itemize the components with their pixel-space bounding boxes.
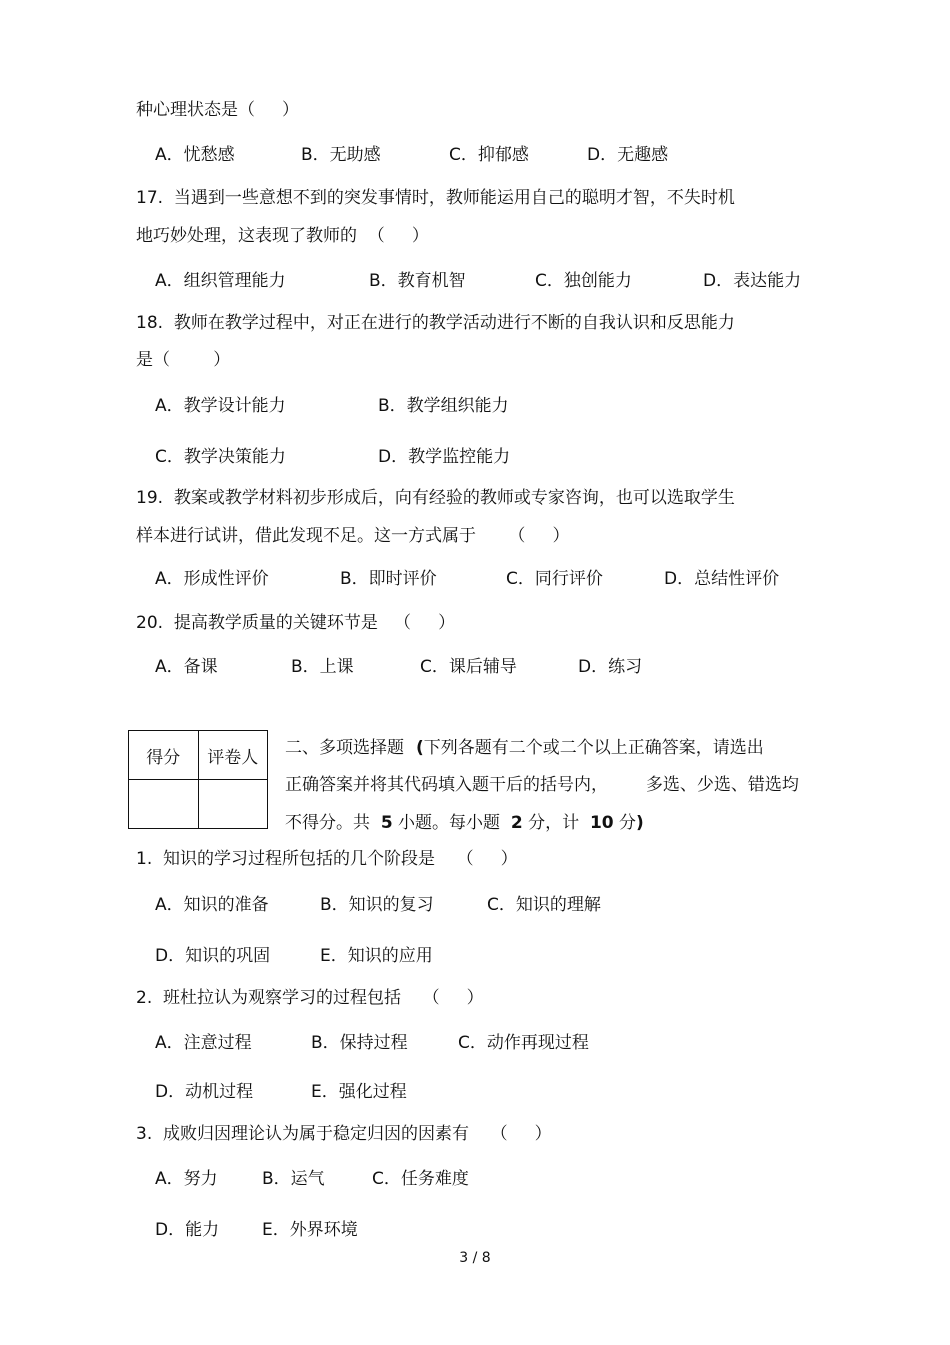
q18-option-b: B．教学组织能力 xyxy=(378,396,509,416)
m3-stem: 3. 成败归因理论认为属于稳定归因的因素有 （ ） xyxy=(136,1124,552,1144)
q17-stem-line1: 17. 当遇到一些意想不到的突发事情时，教师能运用自己的聪明才智，不失时机 xyxy=(136,188,735,208)
section2-header-line3 xyxy=(285,812,644,834)
q19-option-c: C．同行评价 xyxy=(506,569,603,589)
score-grader-table xyxy=(128,730,268,829)
q18-option-c: C．教学决策能力 xyxy=(155,447,286,467)
m3-option-d: D．能力 xyxy=(155,1220,220,1240)
section2-instruction-3d: 分 xyxy=(613,813,637,833)
q19-option-b: B．即时评价 xyxy=(340,569,437,589)
q20-option-b: B．上课 xyxy=(291,657,354,677)
q17-stem-line2: 地巧妙处理，这表现了教师的 （ ） xyxy=(136,226,429,246)
m2-option-c: C．动作再现过程 xyxy=(458,1033,589,1053)
q17-option-c: C．独创能力 xyxy=(535,271,632,291)
section2-instruction-3c: 分，计 xyxy=(522,813,590,833)
m2-option-d: D．动机过程 xyxy=(155,1082,254,1102)
q19-stem-line1: 19. 教案或教学材料初步形成后，向有经验的教师或专家咨询，也可以选取学生 xyxy=(136,488,735,508)
q19-stem-line2: 样本进行试讲，借此发现不足。这一方式属于 （ ） xyxy=(136,526,570,546)
q16-option-d: D．无趣感 xyxy=(587,145,669,165)
q16-option-c: C．抑郁感 xyxy=(449,145,529,165)
m2-option-b: B．保持过程 xyxy=(311,1033,408,1053)
q16-stem-tail: 种心理状态是（ ） xyxy=(136,100,300,120)
m1-option-d: D．知识的巩固 xyxy=(155,946,271,966)
m3-option-b: B．运气 xyxy=(262,1169,325,1189)
m3-option-c: C．任务难度 xyxy=(372,1169,469,1189)
grader-cell xyxy=(198,780,268,829)
q19-option-d: D．总结性评价 xyxy=(664,569,780,589)
section2-points-total: 10 xyxy=(589,813,614,833)
q17-option-b: B．教育机智 xyxy=(369,271,466,291)
q18-stem-line1: 18. 教师在教学过程中，对正在进行的教学活动进行不断的自我认识和反思能力 xyxy=(136,313,735,333)
section2-instruction-3b: 小题。每小题 xyxy=(392,813,511,833)
m1-stem: 1. 知识的学习过程所包括的几个阶段是 （ ） xyxy=(136,849,518,869)
m1-option-b: B．知识的复习 xyxy=(320,895,434,915)
section2-question-count: 5 xyxy=(380,813,393,833)
section2-header-line2: 正确答案并将其代码填入题干后的括号内， 多选、少选、错选均 xyxy=(285,775,799,795)
section2-header-line1 xyxy=(285,737,764,759)
q20-option-a: A．备课 xyxy=(155,657,218,677)
m3-option-e: E．外界环境 xyxy=(262,1220,358,1240)
m2-option-e: E．强化过程 xyxy=(311,1082,407,1102)
section2-instruction-1: 下列各题有二个或二个以上正确答案，请选出 xyxy=(423,738,764,758)
m3-option-a: A．努力 xyxy=(155,1169,218,1189)
m1-option-a: A．知识的准备 xyxy=(155,895,269,915)
q20-option-c: C．课后辅导 xyxy=(420,657,517,677)
grader-header: 评卷人 xyxy=(198,731,268,780)
m2-option-a: A．注意过程 xyxy=(155,1033,252,1053)
section2-title: 二、多项选择题 xyxy=(285,738,404,758)
score-cell xyxy=(129,780,199,829)
q17-option-d: D．表达能力 xyxy=(703,271,802,291)
section2-open-paren: ( xyxy=(416,738,424,758)
section2-points-each: 2 xyxy=(510,813,523,833)
m1-option-e: E．知识的应用 xyxy=(320,946,433,966)
q20-option-d: D．练习 xyxy=(578,657,643,677)
q19-option-a: A．形成性评价 xyxy=(155,569,269,589)
q17-option-a: A．组织管理能力 xyxy=(155,271,286,291)
q18-option-d: D．教学监控能力 xyxy=(378,447,511,467)
q18-option-a: A．教学设计能力 xyxy=(155,396,286,416)
score-header: 得分 xyxy=(129,731,199,780)
q16-option-b: B．无助感 xyxy=(301,145,381,165)
q16-option-a: A．忧愁感 xyxy=(155,145,235,165)
q20-stem-line1: 20. 提高教学质量的关键环节是 （ ） xyxy=(136,613,456,633)
m1-option-c: C．知识的理解 xyxy=(487,895,601,915)
section2-instruction-3a: 不得分。共 xyxy=(285,813,381,833)
q18-stem-line2: 是（ ） xyxy=(136,350,231,370)
page-number: 3 / 8 xyxy=(459,1250,491,1266)
section2-close-paren: ) xyxy=(636,813,644,833)
m2-stem: 2. 班杜拉认为观察学习的过程包括 （ ） xyxy=(136,988,484,1008)
